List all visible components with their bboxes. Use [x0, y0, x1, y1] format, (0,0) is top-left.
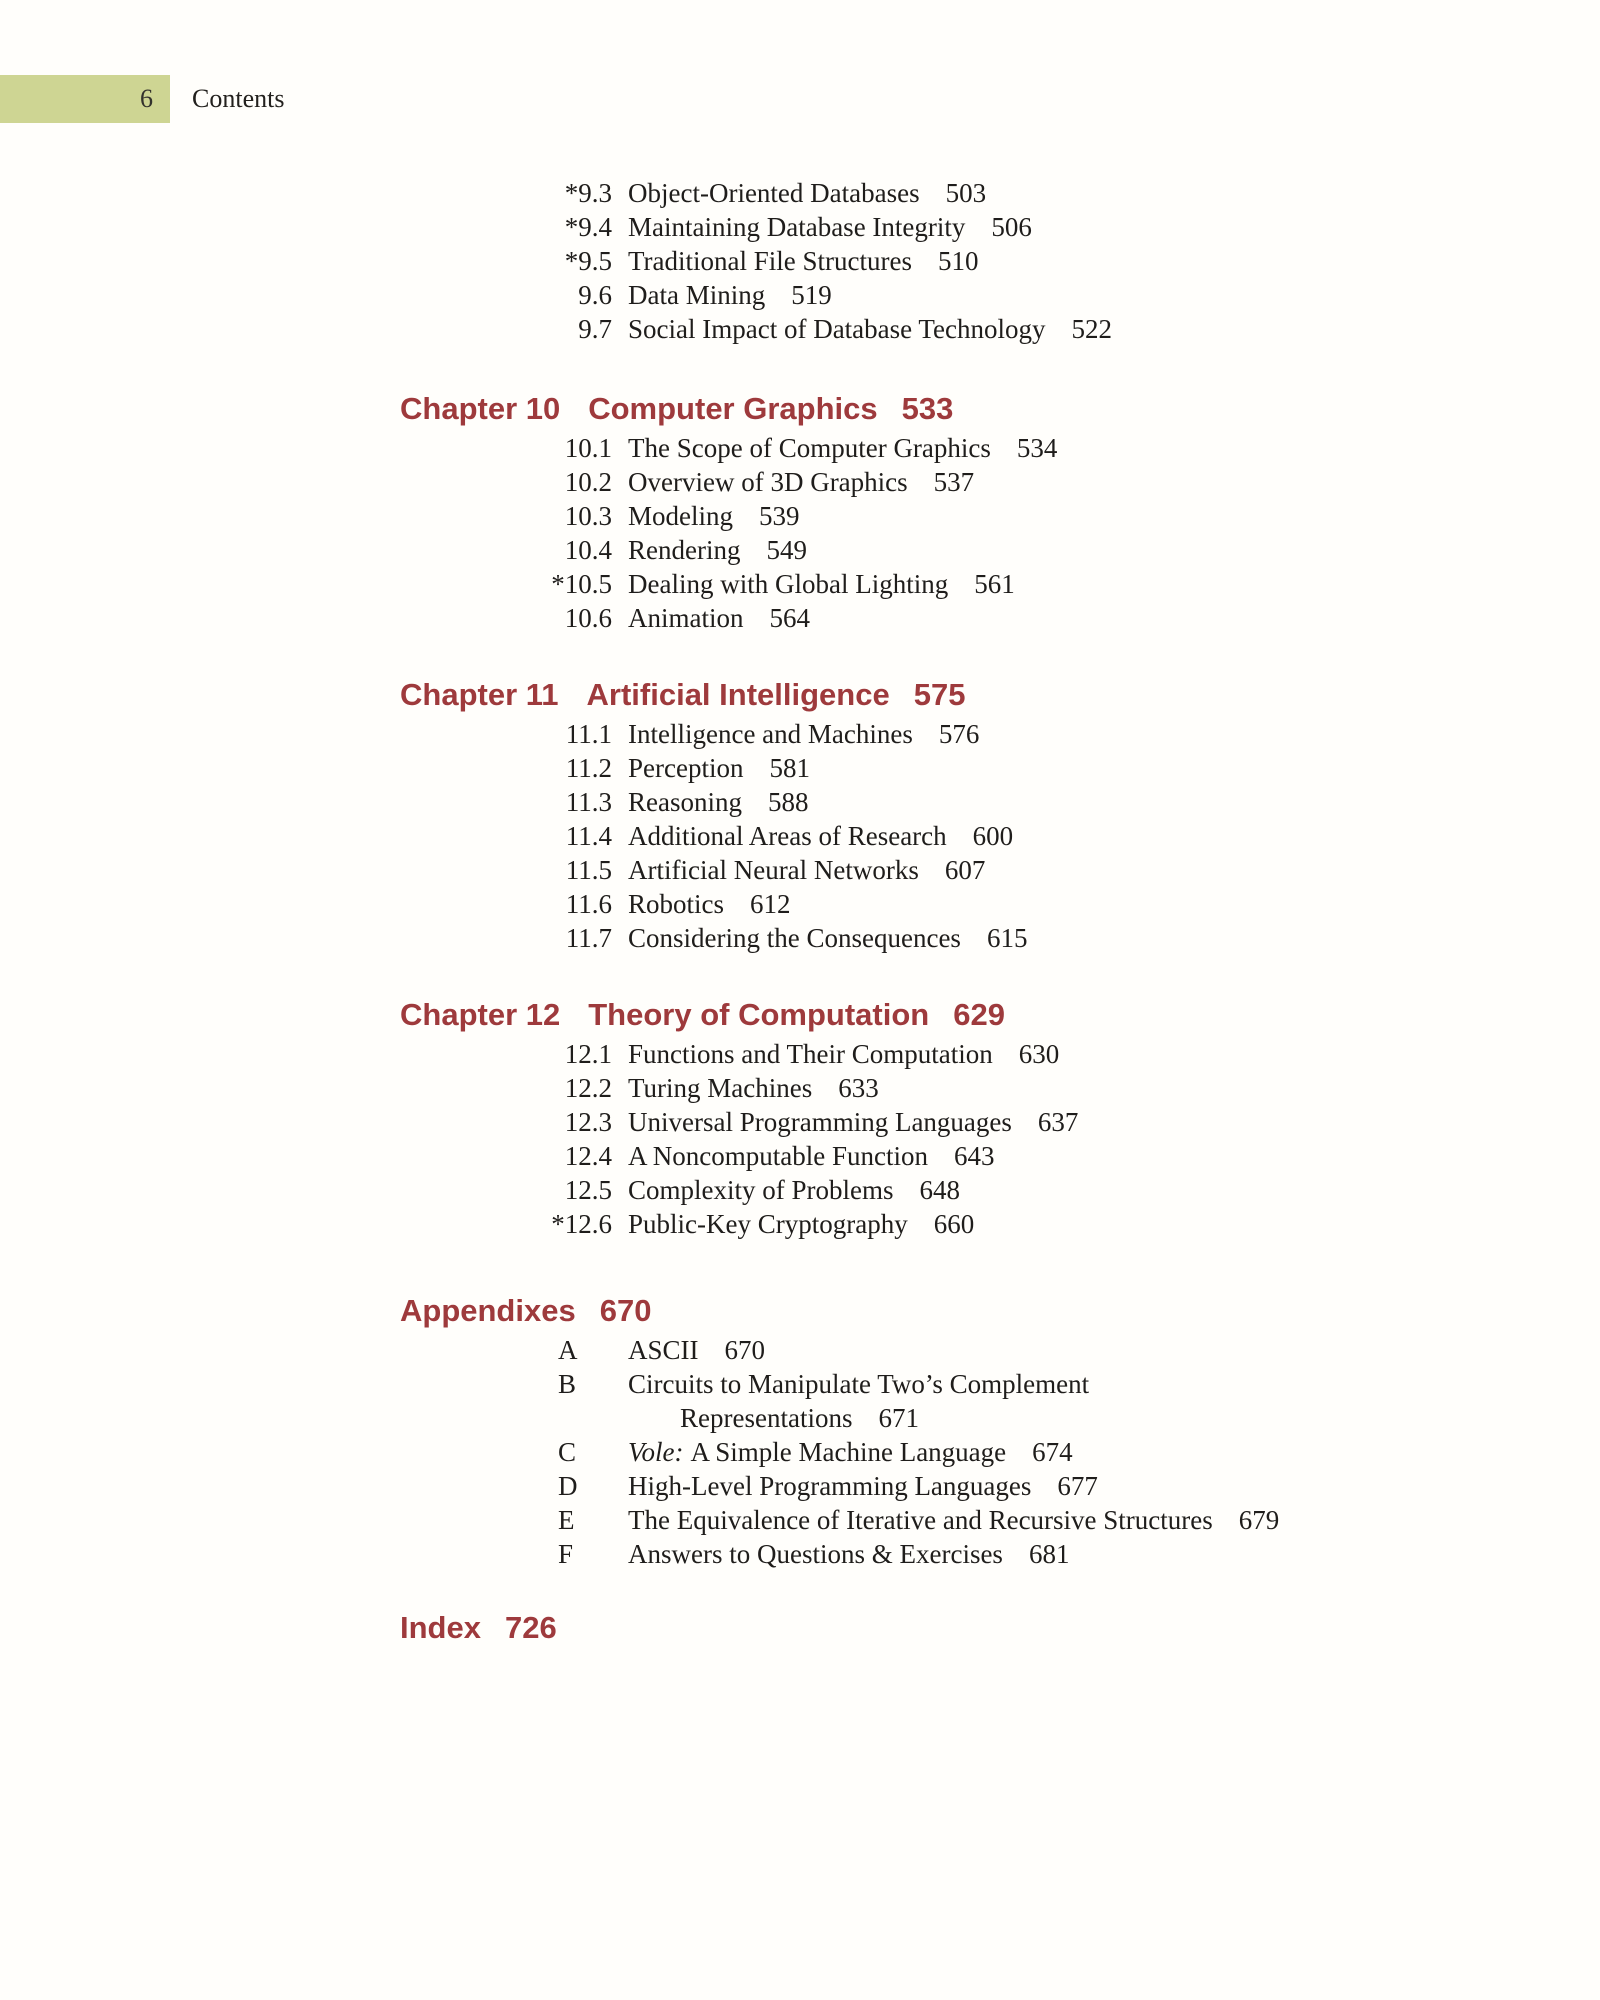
entry-number: 11.4 [565, 821, 612, 851]
entry-label: Answers to Questions & Exercises [628, 1539, 1003, 1569]
running-head-title: Contents [192, 84, 285, 113]
chapter11-entries [520, 717, 1570, 955]
entry-number: 12.5 [564, 1175, 612, 1205]
chapter-heading [400, 998, 1005, 1032]
appendixes-title: Appendixes [400, 1293, 576, 1328]
entry-number: 12.1 [564, 1039, 612, 1069]
entry-page: 681 [1028, 1539, 1070, 1569]
chapter12-entries [520, 1037, 1570, 1241]
entry-label: Overview of 3D Graphics [628, 467, 908, 497]
entry-label: Turing Machines [628, 1073, 813, 1103]
entry-page: 630 [1018, 1039, 1060, 1069]
entry-number: 11.2 [565, 753, 612, 783]
entry-page: 674 [1032, 1437, 1073, 1467]
toc-entry [520, 1333, 1570, 1367]
entry-label: Maintaining Database Integrity [628, 212, 966, 242]
entry-page: 522 [1071, 314, 1112, 344]
entry-label: Artificial Neural Networks [628, 855, 919, 885]
entry-label: Functions and Their Computation [628, 1039, 993, 1069]
entry-label: Traditional File Structures [628, 246, 912, 276]
entry-page: 581 [769, 753, 810, 783]
entry-label: High-Level Programming Languages [628, 1471, 1032, 1501]
entry-label [628, 1435, 1006, 1469]
entry-number: *9.4 [564, 212, 612, 242]
entry-label: Robotics [628, 889, 725, 919]
toc-entry [520, 176, 1570, 210]
entry-label: Social Impact of Database Technology [628, 314, 1046, 344]
entry-number: *9.5 [564, 246, 612, 276]
entry-label: Perception [628, 753, 744, 783]
entry-number: 10.2 [564, 467, 612, 497]
entry-page: 588 [768, 787, 809, 817]
entry-page: 576 [938, 719, 980, 749]
chapter9-continuation-entries [520, 176, 1570, 346]
entry-number: *10.5 [551, 569, 612, 599]
toc-entry [520, 1071, 1570, 1105]
entry-number: 12.2 [564, 1073, 612, 1103]
appendixes-page: 670 [599, 1293, 652, 1328]
toc-entry [520, 717, 1570, 751]
toc-entry [520, 244, 1570, 278]
entry-page: 600 [972, 821, 1014, 851]
toc-entry [520, 210, 1570, 244]
entry-label: A Noncomputable Function [628, 1141, 928, 1171]
entry-number: 9.7 [578, 314, 612, 344]
entry-page: 607 [944, 855, 986, 885]
toc-entry [520, 533, 1570, 567]
entry-number: 10.6 [564, 603, 612, 633]
entry-number: 9.6 [578, 280, 612, 310]
entry-label: Intelligence and Machines [628, 719, 913, 749]
entry-page: 633 [838, 1073, 879, 1103]
entry-page: 539 [759, 501, 800, 531]
toc-entry [520, 1037, 1570, 1071]
chapter-number: Chapter 12 [400, 997, 561, 1032]
toc-entry [520, 1537, 1570, 1571]
toc-entry [520, 887, 1570, 921]
entry-label: Reasoning [628, 787, 742, 817]
entry-page: 660 [933, 1209, 975, 1239]
entry-number: 10.3 [564, 501, 612, 531]
entry-number: 10.1 [564, 433, 612, 463]
entry-label: Public-Key Cryptography [628, 1209, 908, 1239]
toc-entry [520, 431, 1570, 465]
entry-number: 11.1 [565, 719, 612, 749]
entry-page: 637 [1037, 1107, 1079, 1137]
toc-entry [520, 312, 1570, 346]
entry-page: 648 [919, 1175, 960, 1205]
toc-entry [520, 819, 1570, 853]
chapter10-entries [520, 431, 1570, 635]
chapter-heading [400, 392, 953, 426]
appendix-letter: C [558, 1437, 577, 1467]
entry-label: Rendering [628, 535, 741, 565]
toc-entry [520, 465, 1570, 499]
toc-entry-wrap-line [520, 1401, 1570, 1435]
header-page-number: 6 [140, 84, 153, 113]
entry-label: Representations [680, 1403, 853, 1433]
entry-label: The Scope of Computer Graphics [628, 433, 991, 463]
appendix-letter: A [558, 1335, 578, 1365]
toc-entry [520, 785, 1570, 819]
toc-entry [520, 1435, 1570, 1469]
entry-label: Circuits to Manipulate Two’s Complement [628, 1369, 1090, 1399]
entry-page: 677 [1057, 1471, 1098, 1501]
entry-number: 11.6 [565, 889, 612, 919]
toc-entry [520, 921, 1570, 955]
chapter-title: Artificial Intelligence [586, 677, 890, 712]
chapter-page: 575 [913, 677, 966, 712]
header-page-band [0, 75, 170, 123]
chapter-title: Computer Graphics [588, 391, 878, 426]
chapter-title: Theory of Computation [588, 997, 930, 1032]
entry-page: 615 [986, 923, 1028, 953]
entry-label: ASCII [628, 1335, 699, 1365]
entry-page: 537 [933, 467, 975, 497]
entry-page: 564 [769, 603, 810, 633]
entry-label: Considering the Consequences [628, 923, 961, 953]
entry-number: 11.7 [565, 923, 612, 953]
entry-label-rest: A Simple Machine Language [690, 1437, 1007, 1467]
toc-entry [520, 1173, 1570, 1207]
entry-label: Universal Programming Languages [628, 1107, 1012, 1137]
entry-label: Data Mining [628, 280, 766, 310]
chapter-page: 533 [901, 391, 954, 426]
entry-label: Dealing with Global Lighting [628, 569, 949, 599]
entry-number: 10.4 [564, 535, 612, 565]
toc-entry [520, 1139, 1570, 1173]
index-heading [400, 1611, 557, 1645]
toc-entry [520, 853, 1570, 887]
chapter-page: 629 [953, 997, 1005, 1032]
entry-number: 11.3 [565, 787, 612, 817]
entry-number: *9.3 [564, 178, 612, 208]
entry-label-italic: Vole: [628, 1437, 684, 1467]
appendixes-heading [400, 1294, 651, 1328]
entry-page: 519 [791, 280, 832, 310]
entry-label: Animation [628, 603, 744, 633]
appendix-entries [520, 1333, 1570, 1571]
entry-label: Complexity of Problems [628, 1175, 894, 1205]
entry-page: 503 [945, 178, 987, 208]
entry-page: 643 [953, 1141, 995, 1171]
entry-page: 561 [974, 569, 1015, 599]
entry-number: 11.5 [565, 855, 612, 885]
appendix-letter: E [558, 1505, 575, 1535]
toc-entry [520, 1105, 1570, 1139]
toc-entry [520, 751, 1570, 785]
chapter-number: Chapter 11 [400, 677, 559, 712]
appendix-letter: F [558, 1539, 574, 1569]
toc-entry [520, 1503, 1570, 1537]
entry-number: *12.6 [551, 1209, 612, 1239]
toc-entry [520, 278, 1570, 312]
index-title: Index [400, 1610, 481, 1645]
toc-entry [520, 1367, 1570, 1401]
entry-page: 534 [1016, 433, 1058, 463]
entry-page: 506 [991, 212, 1032, 242]
entry-number: 12.4 [564, 1141, 612, 1171]
toc-entry [520, 499, 1570, 533]
toc-entry [520, 1207, 1570, 1241]
chapter-heading [400, 678, 965, 712]
entry-number: 12.3 [564, 1107, 612, 1137]
toc-entry [520, 567, 1570, 601]
index-page: 726 [504, 1610, 557, 1645]
entry-page: 612 [750, 889, 791, 919]
appendix-letter: B [558, 1369, 577, 1399]
entry-label: Additional Areas of Research [628, 821, 947, 851]
entry-label: Modeling [628, 501, 733, 531]
chapter-number: Chapter 10 [400, 391, 561, 426]
entry-page: 549 [766, 535, 807, 565]
entry-label: Object-Oriented Databases [628, 178, 920, 208]
entry-page: 679 [1238, 1505, 1280, 1535]
entry-page: 670 [724, 1335, 766, 1365]
appendix-letter: D [558, 1471, 578, 1501]
entry-page: 671 [878, 1403, 919, 1433]
entry-label: The Equivalence of Iterative and Recursive Structures [628, 1505, 1213, 1535]
toc-entry [520, 601, 1570, 635]
toc-entry [520, 1469, 1570, 1503]
entry-page: 510 [938, 246, 979, 276]
